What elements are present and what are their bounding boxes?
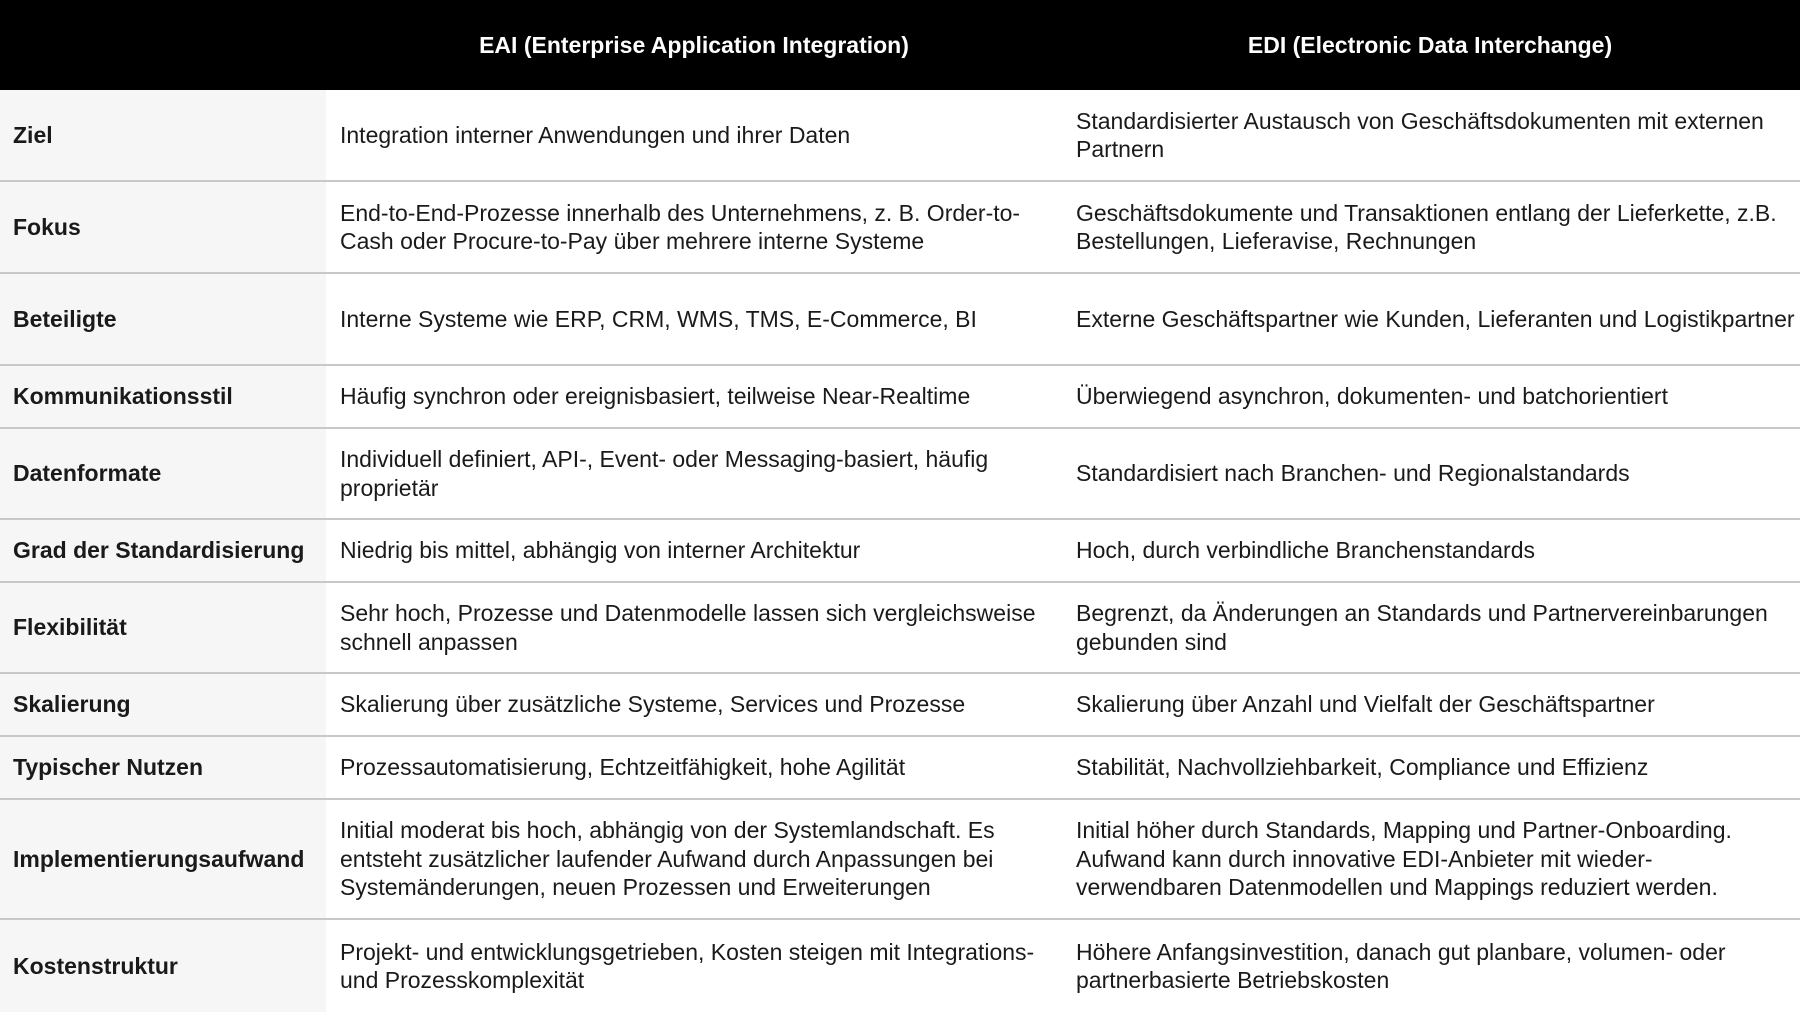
eai-cell: Niedrig bis mittel, abhängig von interner Architektur [340, 537, 861, 564]
row-label: Fokus [0, 182, 326, 272]
eai-cell: Sehr hoch, Prozesse und Datenmodelle lassen sich vergleichsweise schnell anpassen [340, 600, 1036, 655]
header-eai: EAI (Enterprise Application Integration) [479, 31, 909, 58]
edi-cell: Begrenzt, da Änderungen an Standards und Partnervereinbarungen gebunden sind [1076, 600, 1768, 655]
row-label: Grad der Standardisierung [0, 520, 326, 581]
edi-cell: Stabilität, Nachvollziehbarkeit, Compliance und Effizienz [1076, 754, 1649, 781]
edi-cell: Initial höher durch Standards, Mapping und Partner-Onboarding. Aufwand kann durch innovative EDI-Anbieter mit wieder-verwendbaren Datenmodellen und Mappings reduziert werden. [1076, 817, 1732, 901]
edi-cell: Skalierung über Anzahl und Vielfalt der Geschäftspartner [1076, 691, 1655, 718]
table-row [0, 274, 1800, 366]
table-row [0, 429, 1800, 520]
edi-cell: Überwiegend asynchron, dokumenten- und batchorientiert [1076, 383, 1668, 410]
table-row [0, 674, 1800, 737]
edi-cell: Höhere Anfangsinvestition, danach gut planbare, volumen- oder partnerbasierte Betriebskosten [1076, 938, 1726, 993]
table-row [0, 583, 1800, 674]
eai-cell: Individuell definiert, API-, Event- oder Messaging-basiert, häufig proprietär [340, 446, 989, 501]
eai-cell: Projekt- und entwicklungsgetrieben, Kosten steigen mit Integrations- und Prozesskomplexität [340, 938, 1035, 993]
table-row [0, 366, 1800, 429]
row-label: Typischer Nutzen [0, 737, 326, 798]
table-row [0, 520, 1800, 583]
edi-cell: Standardisierter Austausch von Geschäftsdokumenten mit externen Partnern [1076, 107, 1764, 162]
row-label: Ziel [0, 90, 326, 180]
eai-cell: Skalierung über zusätzliche Systeme, Services und Prozesse [340, 691, 966, 718]
edi-cell: Geschäftsdokumente und Transaktionen entlang der Lieferkette, z.B. Bestellungen, Lieferavise, Rechnungen [1076, 199, 1777, 254]
row-label: Skalierung [0, 674, 326, 735]
eai-cell: Initial moderat bis hoch, abhängig von der Systemlandschaft. Es entsteht zusätzlicher laufender Aufwand durch Anpassungen bei Systemänderungen, neuen Prozessen und Erweiterungen [340, 817, 995, 901]
row-label: Flexibilität [0, 583, 326, 672]
edi-cell: Hoch, durch verbindliche Branchenstandards [1076, 537, 1535, 564]
eai-cell: Häufig synchron oder ereignisbasiert, teilweise Near-Realtime [340, 383, 971, 410]
table-row [0, 800, 1800, 920]
row-label: Datenformate [0, 429, 326, 518]
row-label: Kommunikationsstil [0, 366, 326, 427]
eai-cell: Interne Systeme wie ERP, CRM, WMS, TMS, E-Commerce, BI [340, 305, 977, 332]
table-row [0, 920, 1800, 1012]
table-row [0, 90, 1800, 182]
row-label: Beteiligte [0, 274, 326, 364]
row-label: Implementierungsaufwand [0, 800, 326, 918]
eai-cell: End-to-End-Prozesse innerhalb des Unternehmens, z. B. Order-to-Cash oder Procure-to-Pay über mehrere interne Systeme [340, 199, 1021, 254]
edi-cell: Standardisiert nach Branchen- und Regionalstandards [1076, 460, 1630, 487]
edi-cell: Externe Geschäftspartner wie Kunden, Lieferanten und Logistikpartner [1076, 305, 1795, 332]
table-row [0, 182, 1800, 274]
header-edi: EDI (Electronic Data Interchange) [1247, 31, 1613, 58]
eai-cell: Prozessautomatisierung, Echtzeitfähigkeit, hohe Agilität [340, 754, 906, 781]
eai-cell: Integration interner Anwendungen und ihrer Daten [340, 121, 851, 148]
table-header [0, 0, 1800, 90]
table-row [0, 737, 1800, 800]
row-label: Kostenstruktur [0, 920, 326, 1012]
